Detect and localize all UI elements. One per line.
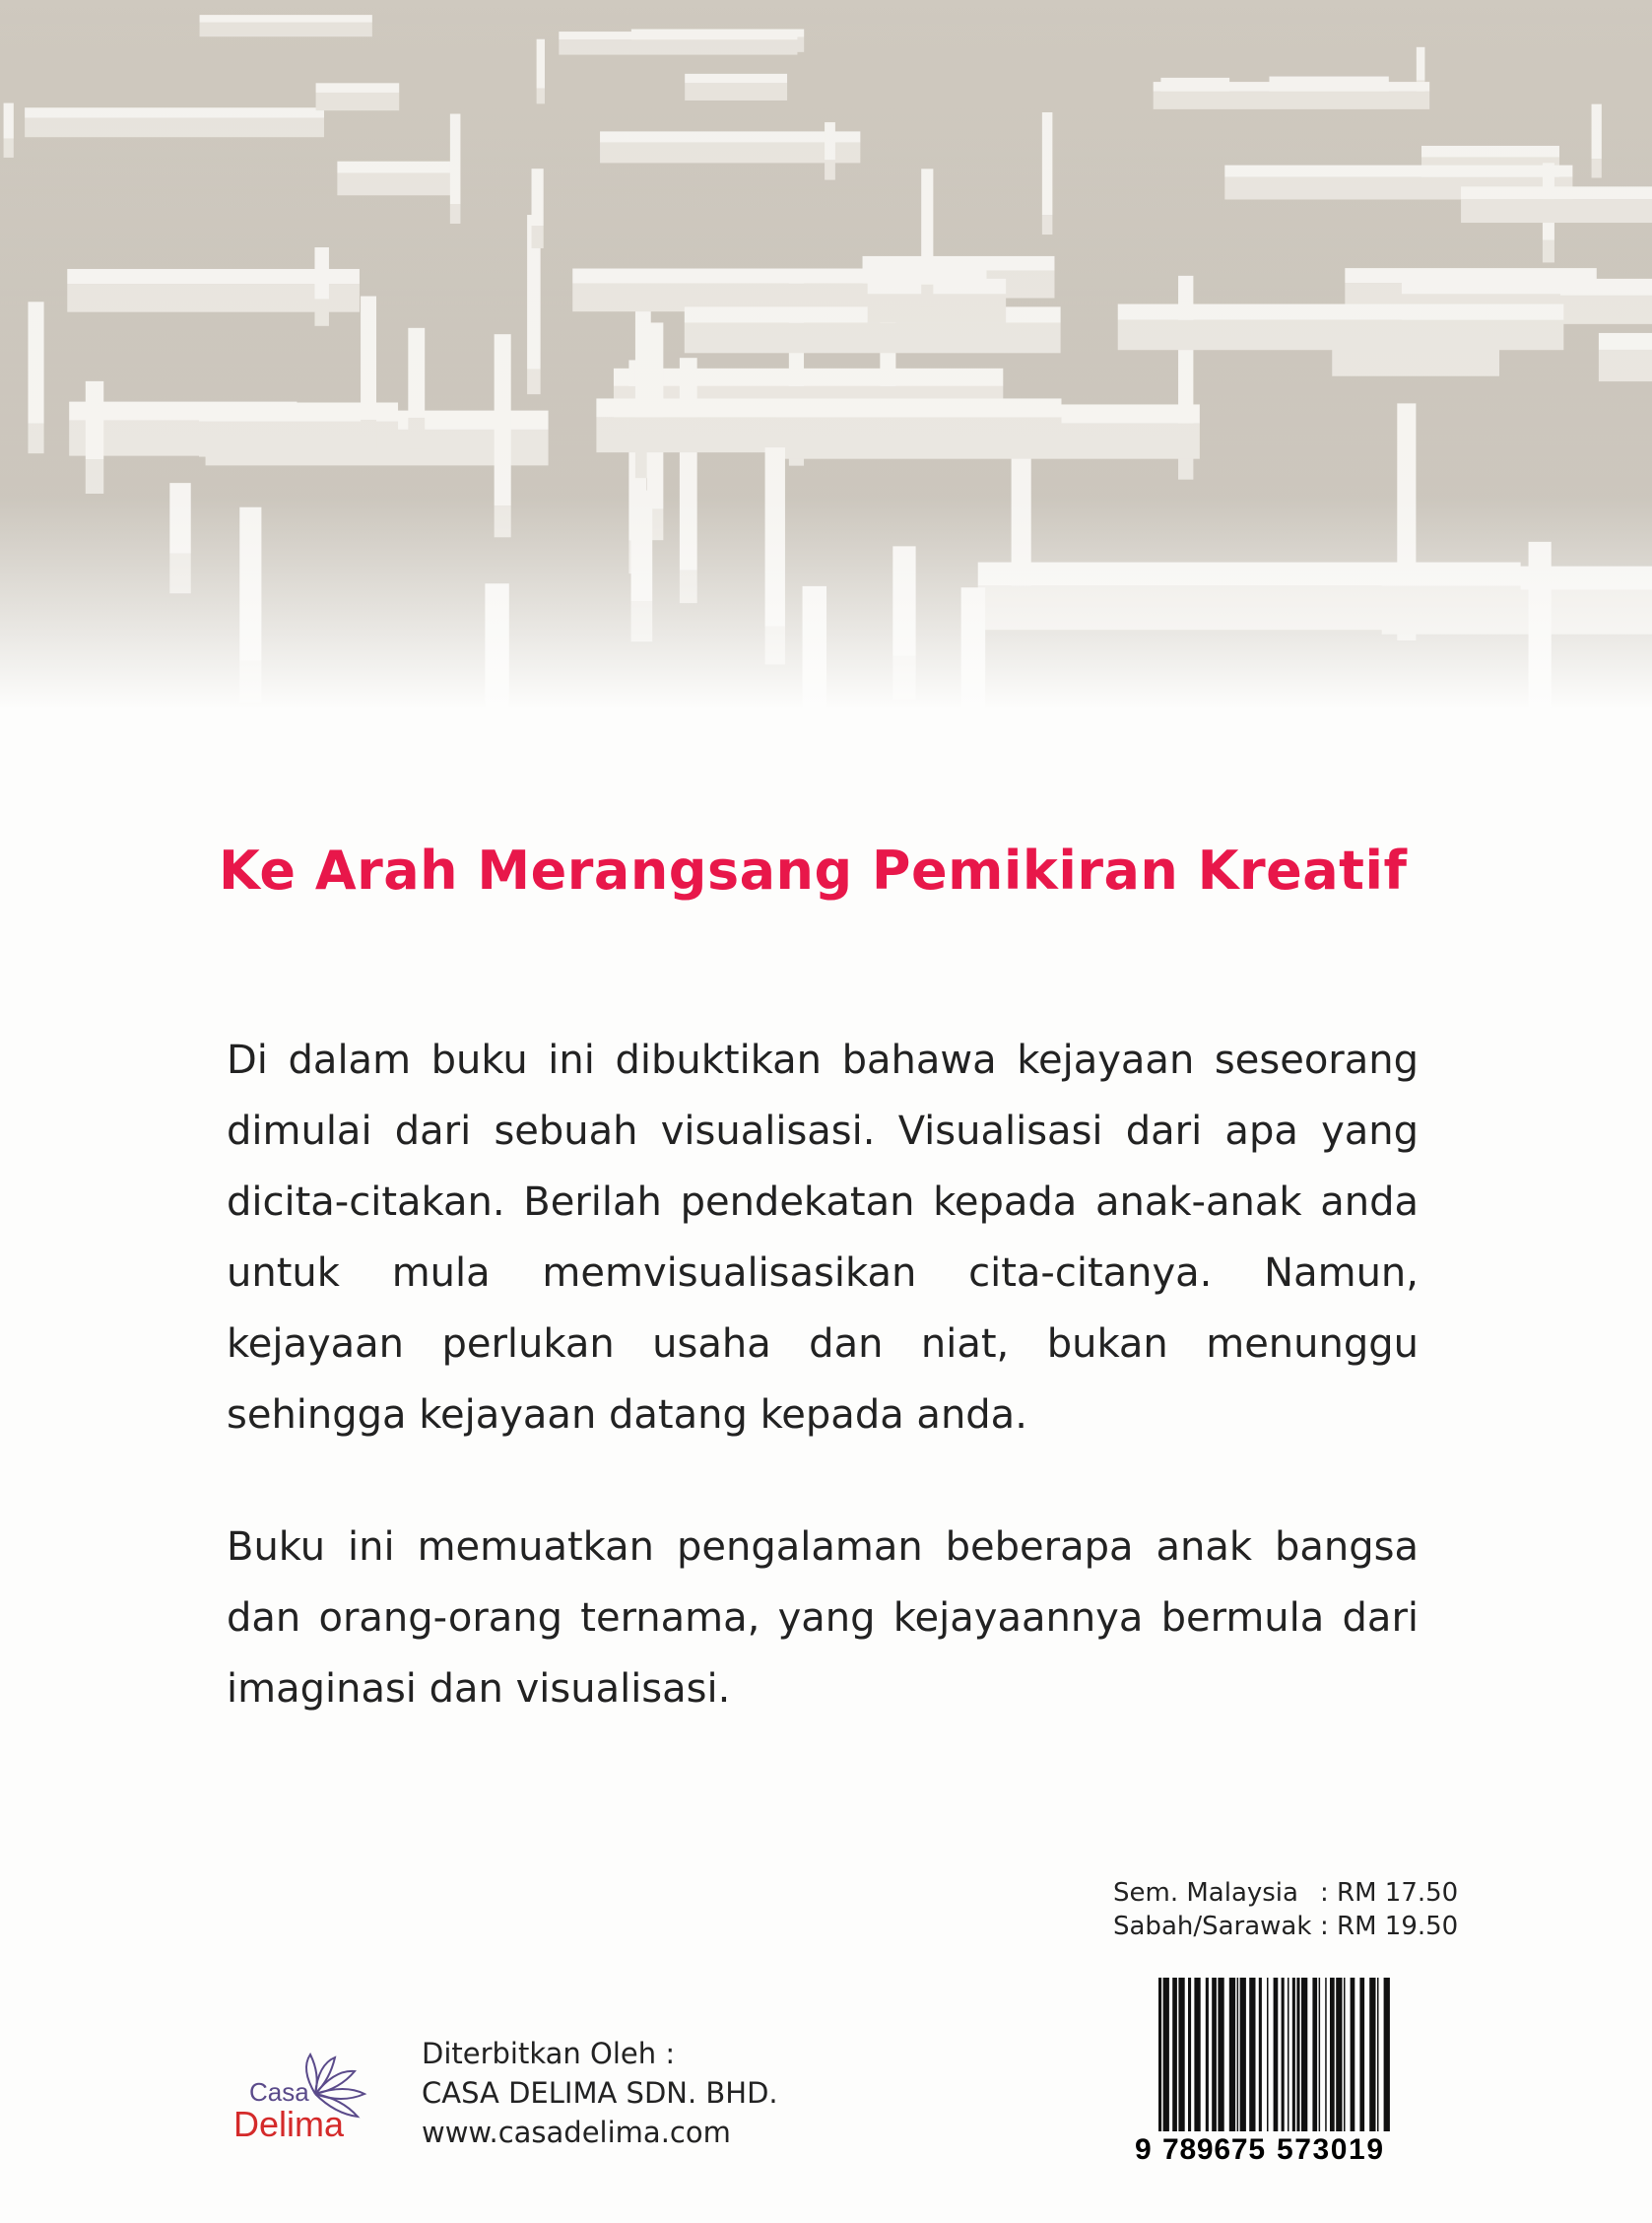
barcode-bar: [1312, 1978, 1317, 2151]
logo-text-delima: Delima: [233, 2104, 345, 2144]
barcode-bar: [1172, 1978, 1177, 2151]
barcode-bar: [1288, 1978, 1289, 2151]
barcode-digit-prefix: 9: [1135, 2133, 1152, 2163]
barcode-bar: [1384, 1978, 1390, 2151]
barcode-bar: [1240, 1978, 1246, 2151]
barcode-bar: [1163, 1978, 1169, 2151]
publisher-label: Diterbitkan Oleh :: [422, 2037, 676, 2070]
isbn-barcode: [1133, 1976, 1409, 2163]
barcode-bar: [1212, 1978, 1217, 2151]
headline: Ke Arah Merangsang Pemikiran Kreatif: [219, 840, 1408, 902]
maze-cover-image: [0, 0, 1652, 709]
barcode-bar: [1194, 1978, 1200, 2151]
publisher-name: CASA DELIMA SDN. BHD.: [422, 2076, 778, 2110]
barcode-bar: [1336, 1978, 1342, 2151]
casa-delima-logo: [231, 2050, 379, 2148]
barcode-bar: [1249, 1978, 1255, 2151]
barcode-bar: [1259, 1978, 1262, 2151]
barcode-bar: [1344, 1978, 1346, 2151]
barcode-bar: [1369, 1978, 1375, 2151]
barcode-bar: [1188, 1978, 1191, 2151]
barcode-digits-left: 789675: [1162, 2133, 1265, 2163]
barcode-bar: [1359, 1978, 1364, 2151]
publisher-website: www.casadelima.com: [422, 2116, 731, 2149]
barcode-digits-right: 573019: [1277, 2133, 1383, 2163]
barcode-bar: [1292, 1978, 1295, 2151]
price-list: [1113, 1876, 1458, 1943]
barcode-bar: [1330, 1978, 1335, 2151]
price-row: [1113, 1876, 1458, 1910]
price-region: Sabah/Sarawak: [1113, 1912, 1312, 1941]
barcode-bar: [1206, 1978, 1209, 2151]
barcode-bar: [1274, 1978, 1279, 2151]
publisher-info: [422, 2034, 778, 2152]
barcode-bar: [1218, 1978, 1223, 2151]
barcode-bar: [1351, 1978, 1355, 2151]
barcode-bar: [1178, 1978, 1184, 2151]
barcode-bar: [1267, 1978, 1269, 2151]
barcode-bar: [1296, 1978, 1299, 2151]
description-paragraph-2: Buku ini memuatkan pengalaman beberapa anak bangsa dan orang-orang ternama, yang kejayaannya bermula dari imaginasi dan visualisasi.: [227, 1524, 1419, 1712]
price-row: [1113, 1910, 1458, 1943]
barcode-bar: [1229, 1978, 1235, 2151]
barcode-bar: [1325, 1978, 1327, 2151]
description-paragraph-1: Di dalam buku ini dibuktikan bahawa kejayaan seseorang dimulai dari sebuah visualisasi. Visualisasi dari apa yang dicita-citakan. Berilah pendekatan kepada anak-anak anda untuk mula memvisualisasikan cita-citanya. Namun, kejayaan perlukan usaha dan niat, bukan menunggu sehingga kejayaan datang kepada anda.: [227, 1038, 1419, 1438]
barcode-bar: [1377, 1978, 1379, 2151]
barcode-bar: [1282, 1978, 1285, 2151]
barcode-bar: [1319, 1978, 1321, 2151]
barcode-bar: [1301, 1978, 1307, 2151]
logo-text-casa: Casa: [249, 2077, 309, 2107]
barcode-bar: [1158, 1978, 1161, 2151]
barcode-bar: [1237, 1978, 1239, 2151]
price-value: : RM 17.50: [1320, 1878, 1459, 1908]
price-region: Sem. Malaysia: [1113, 1878, 1298, 1908]
price-value: : RM 19.50: [1320, 1912, 1459, 1941]
